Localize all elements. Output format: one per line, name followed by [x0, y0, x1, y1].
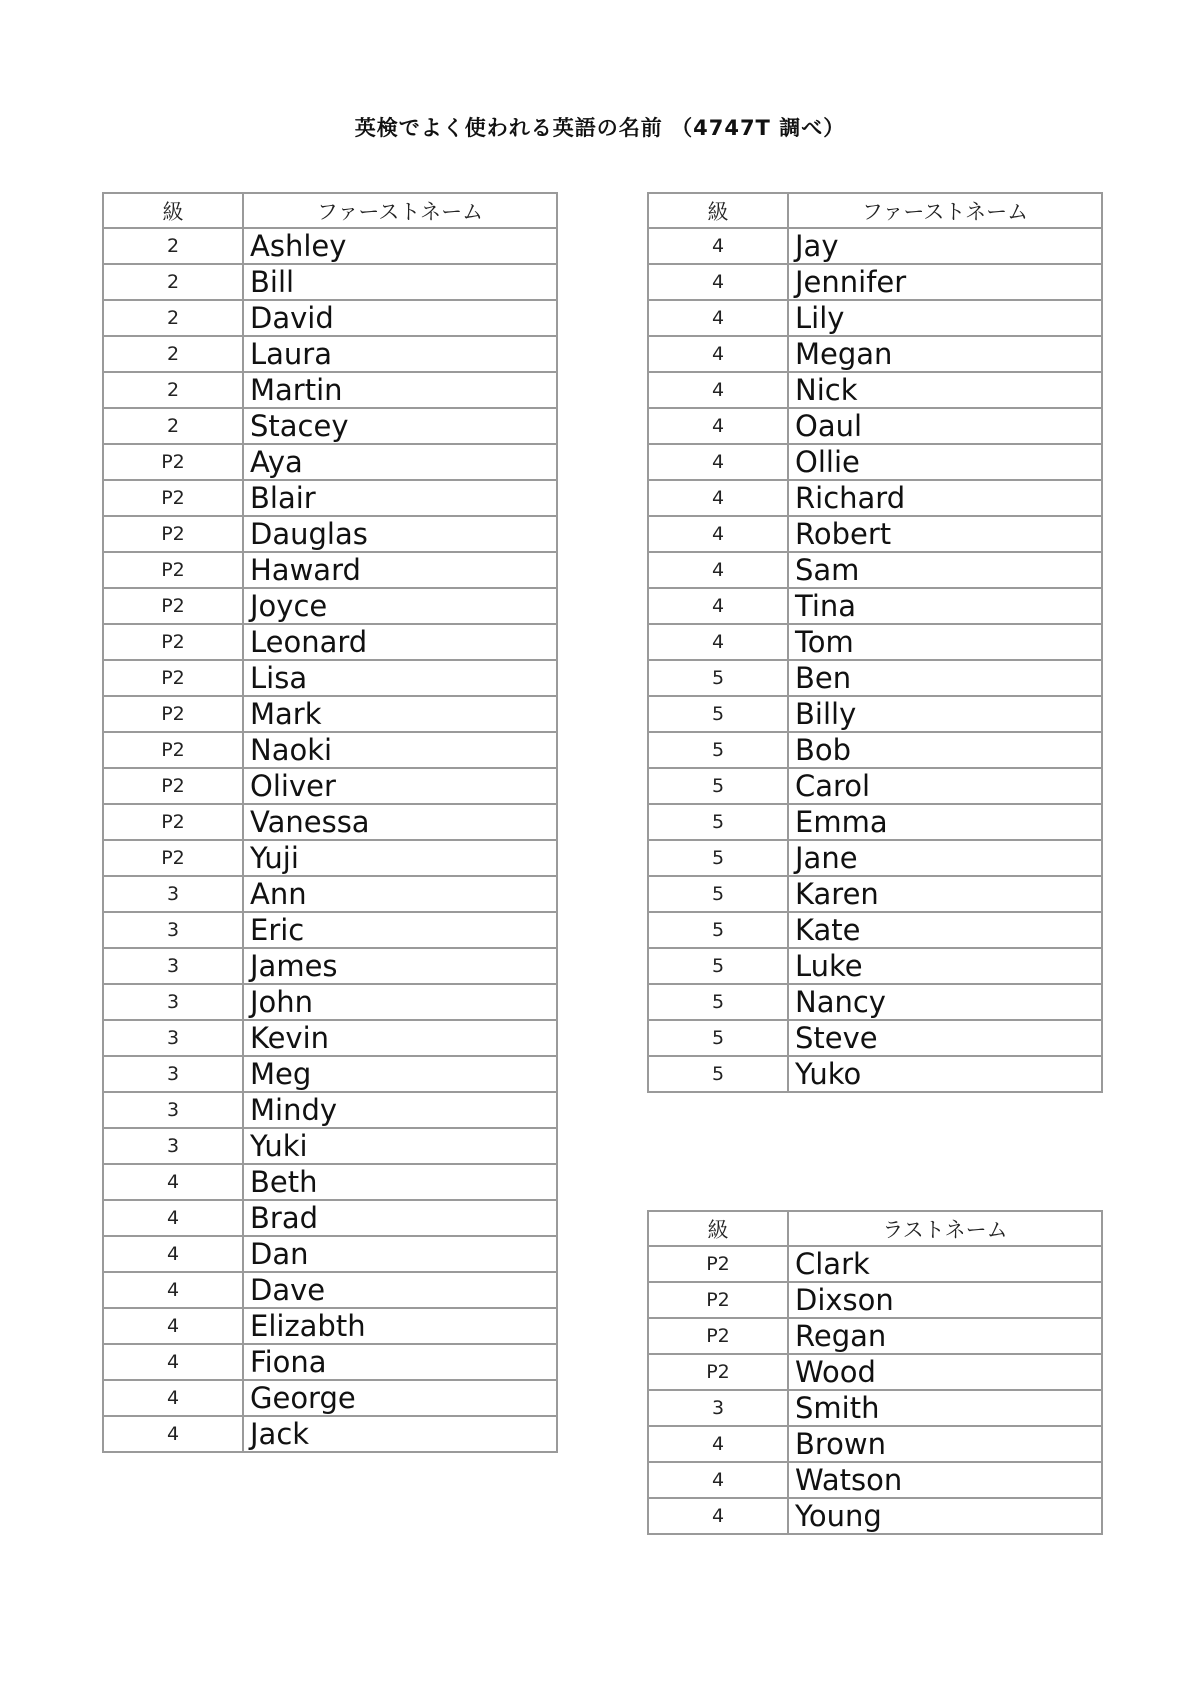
- table-row: [103, 624, 557, 660]
- name-cell: Karen: [788, 876, 1102, 912]
- grade-cell: 4: [648, 552, 788, 588]
- table-row: [648, 768, 1102, 804]
- table-row: [103, 300, 557, 336]
- grade-cell: 4: [648, 264, 788, 300]
- grade-cell: 4: [648, 624, 788, 660]
- grade-cell: 3: [103, 948, 243, 984]
- table-row: [103, 336, 557, 372]
- name-cell: Brown: [788, 1426, 1102, 1462]
- first-name-header: ファーストネーム: [788, 193, 1102, 228]
- grade-cell: 5: [648, 660, 788, 696]
- name-cell: Elizabth: [243, 1308, 557, 1344]
- table-row: [103, 1056, 557, 1092]
- grade-cell: 3: [103, 1020, 243, 1056]
- name-cell: Lisa: [243, 660, 557, 696]
- table-header-row: [103, 193, 557, 228]
- grade-cell: 4: [648, 228, 788, 264]
- table-row: [648, 840, 1102, 876]
- grade-cell: 4: [648, 444, 788, 480]
- name-cell: Aya: [243, 444, 557, 480]
- grade-cell: 4: [648, 408, 788, 444]
- name-cell: Wood: [788, 1354, 1102, 1390]
- table-row: [648, 408, 1102, 444]
- table-row: [648, 552, 1102, 588]
- name-cell: Ollie: [788, 444, 1102, 480]
- grade-cell: 5: [648, 912, 788, 948]
- grade-cell: 5: [648, 840, 788, 876]
- name-cell: Ann: [243, 876, 557, 912]
- grade-cell: 4: [648, 300, 788, 336]
- table-row: [648, 948, 1102, 984]
- name-cell: Kevin: [243, 1020, 557, 1056]
- table-row: [103, 696, 557, 732]
- grade-cell: 5: [648, 948, 788, 984]
- grade-cell: 5: [648, 768, 788, 804]
- first-name-table-right: [647, 192, 1103, 1093]
- grade-cell: 2: [103, 228, 243, 264]
- grade-cell: 4: [648, 480, 788, 516]
- grade-cell: 5: [648, 696, 788, 732]
- name-cell: Dan: [243, 1236, 557, 1272]
- grade-cell: 4: [103, 1416, 243, 1452]
- grade-cell: P2: [103, 840, 243, 876]
- name-cell: Leonard: [243, 624, 557, 660]
- table-row: [648, 336, 1102, 372]
- grade-cell: 2: [103, 408, 243, 444]
- name-cell: Dave: [243, 1272, 557, 1308]
- name-cell: Brad: [243, 1200, 557, 1236]
- table-row: [648, 1462, 1102, 1498]
- first-name-header: ファーストネーム: [243, 193, 557, 228]
- name-cell: Yuko: [788, 1056, 1102, 1092]
- name-cell: Martin: [243, 372, 557, 408]
- name-cell: Jack: [243, 1416, 557, 1452]
- grade-cell: 4: [648, 372, 788, 408]
- grade-cell: P2: [103, 696, 243, 732]
- table-row: [103, 1164, 557, 1200]
- grade-cell: P2: [103, 480, 243, 516]
- name-cell: Jane: [788, 840, 1102, 876]
- table-row: [648, 1390, 1102, 1426]
- name-cell: Tom: [788, 624, 1102, 660]
- table-row: [648, 1318, 1102, 1354]
- table-header-row: [648, 193, 1102, 228]
- last-name-table: [647, 1210, 1103, 1535]
- table-row: [103, 516, 557, 552]
- grade-cell: 2: [103, 336, 243, 372]
- grade-cell: P2: [648, 1282, 788, 1318]
- table-row: [648, 588, 1102, 624]
- grade-cell: 3: [103, 1092, 243, 1128]
- name-cell: Dauglas: [243, 516, 557, 552]
- table-row: [648, 984, 1102, 1020]
- table-row: [103, 1236, 557, 1272]
- table-row: [648, 1498, 1102, 1534]
- table-row: [648, 1020, 1102, 1056]
- name-cell: Ashley: [243, 228, 557, 264]
- grade-header: 級: [648, 1211, 788, 1246]
- table-row: [648, 912, 1102, 948]
- table-row: [103, 912, 557, 948]
- grade-cell: 3: [103, 1128, 243, 1164]
- grade-cell: 5: [648, 804, 788, 840]
- table-row: [103, 1128, 557, 1164]
- name-cell: Emma: [788, 804, 1102, 840]
- name-cell: Blair: [243, 480, 557, 516]
- table-row: [103, 660, 557, 696]
- table-row: [103, 1344, 557, 1380]
- table-row: [648, 660, 1102, 696]
- name-cell: Steve: [788, 1020, 1102, 1056]
- name-cell: Yuji: [243, 840, 557, 876]
- grade-cell: 5: [648, 732, 788, 768]
- table-row: [648, 1282, 1102, 1318]
- name-cell: Yuki: [243, 1128, 557, 1164]
- grade-cell: 4: [103, 1200, 243, 1236]
- grade-cell: 4: [648, 1462, 788, 1498]
- grade-header: 級: [648, 193, 788, 228]
- grade-cell: P2: [103, 804, 243, 840]
- name-cell: Oaul: [788, 408, 1102, 444]
- grade-header: 級: [103, 193, 243, 228]
- table-row: [648, 1056, 1102, 1092]
- grade-cell: 4: [103, 1164, 243, 1200]
- name-cell: Sam: [788, 552, 1102, 588]
- grade-cell: 2: [103, 264, 243, 300]
- name-cell: Stacey: [243, 408, 557, 444]
- first-name-table-left: [102, 192, 558, 1453]
- grade-cell: 4: [103, 1308, 243, 1344]
- name-cell: Haward: [243, 552, 557, 588]
- grade-cell: 4: [648, 1426, 788, 1462]
- table-row: [103, 480, 557, 516]
- table-row: [648, 264, 1102, 300]
- name-cell: Oliver: [243, 768, 557, 804]
- table-row: [648, 876, 1102, 912]
- name-cell: Dixson: [788, 1282, 1102, 1318]
- table-row: [103, 1272, 557, 1308]
- grade-cell: 4: [648, 588, 788, 624]
- name-cell: Nick: [788, 372, 1102, 408]
- name-cell: David: [243, 300, 557, 336]
- name-cell: Mark: [243, 696, 557, 732]
- name-cell: Bob: [788, 732, 1102, 768]
- grade-cell: 3: [103, 984, 243, 1020]
- name-cell: Smith: [788, 1390, 1102, 1426]
- grade-cell: P2: [103, 624, 243, 660]
- table-row: [103, 876, 557, 912]
- name-cell: Bill: [243, 264, 557, 300]
- name-cell: Vanessa: [243, 804, 557, 840]
- table-row: [103, 840, 557, 876]
- grade-cell: P2: [103, 588, 243, 624]
- table-row: [103, 444, 557, 480]
- name-cell: Nancy: [788, 984, 1102, 1020]
- grade-cell: 4: [103, 1380, 243, 1416]
- grade-cell: P2: [648, 1246, 788, 1282]
- name-cell: Young: [788, 1498, 1102, 1534]
- name-cell: Robert: [788, 516, 1102, 552]
- name-cell: Lily: [788, 300, 1102, 336]
- grade-cell: 5: [648, 1020, 788, 1056]
- grade-cell: P2: [103, 552, 243, 588]
- grade-cell: 4: [648, 516, 788, 552]
- grade-cell: 5: [648, 876, 788, 912]
- table-row: [648, 444, 1102, 480]
- name-cell: Beth: [243, 1164, 557, 1200]
- table-row: [103, 1308, 557, 1344]
- table-row: [103, 948, 557, 984]
- name-cell: Kate: [788, 912, 1102, 948]
- grade-cell: 3: [103, 876, 243, 912]
- name-cell: George: [243, 1380, 557, 1416]
- table-row: [103, 1020, 557, 1056]
- grade-cell: P2: [103, 768, 243, 804]
- grade-cell: 4: [103, 1272, 243, 1308]
- table-row: [648, 372, 1102, 408]
- grade-cell: P2: [103, 444, 243, 480]
- grade-cell: 2: [103, 300, 243, 336]
- table-row: [103, 768, 557, 804]
- grade-cell: P2: [103, 660, 243, 696]
- grade-cell: 5: [648, 1056, 788, 1092]
- name-cell: Ben: [788, 660, 1102, 696]
- grade-cell: 4: [648, 336, 788, 372]
- name-cell: John: [243, 984, 557, 1020]
- table-row: [648, 300, 1102, 336]
- name-cell: Mindy: [243, 1092, 557, 1128]
- grade-cell: 4: [648, 1498, 788, 1534]
- table-row: [648, 228, 1102, 264]
- grade-cell: P2: [103, 516, 243, 552]
- name-cell: Billy: [788, 696, 1102, 732]
- name-cell: James: [243, 948, 557, 984]
- table-row: [103, 408, 557, 444]
- name-cell: Luke: [788, 948, 1102, 984]
- last-name-header: ラストネーム: [788, 1211, 1102, 1246]
- table-row: [103, 984, 557, 1020]
- table-row: [103, 1092, 557, 1128]
- name-cell: Jay: [788, 228, 1102, 264]
- grade-cell: 3: [103, 1056, 243, 1092]
- grade-cell: 4: [103, 1236, 243, 1272]
- name-cell: Eric: [243, 912, 557, 948]
- table-row: [648, 480, 1102, 516]
- table-row: [103, 264, 557, 300]
- table-row: [648, 1246, 1102, 1282]
- name-cell: Megan: [788, 336, 1102, 372]
- name-cell: Meg: [243, 1056, 557, 1092]
- table-row: [103, 552, 557, 588]
- grade-cell: 5: [648, 984, 788, 1020]
- name-cell: Jennifer: [788, 264, 1102, 300]
- name-cell: Carol: [788, 768, 1102, 804]
- table-row: [648, 732, 1102, 768]
- table-row: [103, 804, 557, 840]
- grade-cell: 3: [648, 1390, 788, 1426]
- table-header-row: [648, 1211, 1102, 1246]
- table-row: [648, 1354, 1102, 1390]
- grade-cell: 4: [103, 1344, 243, 1380]
- table-row: [103, 1200, 557, 1236]
- table-row: [103, 1416, 557, 1452]
- grade-cell: P2: [648, 1354, 788, 1390]
- table-row: [103, 588, 557, 624]
- table-row: [648, 696, 1102, 732]
- name-cell: Laura: [243, 336, 557, 372]
- grade-cell: 2: [103, 372, 243, 408]
- grade-cell: P2: [103, 732, 243, 768]
- table-row: [648, 624, 1102, 660]
- name-cell: Fiona: [243, 1344, 557, 1380]
- name-cell: Regan: [788, 1318, 1102, 1354]
- table-row: [103, 228, 557, 264]
- name-cell: Richard: [788, 480, 1102, 516]
- table-row: [648, 1426, 1102, 1462]
- name-cell: Watson: [788, 1462, 1102, 1498]
- page-title: 英検でよく使われる英語の名前 （4747T 調べ）: [354, 116, 846, 140]
- table-row: [103, 1380, 557, 1416]
- name-cell: Clark: [788, 1246, 1102, 1282]
- grade-cell: P2: [648, 1318, 788, 1354]
- name-cell: Joyce: [243, 588, 557, 624]
- table-row: [103, 372, 557, 408]
- name-cell: Tina: [788, 588, 1102, 624]
- table-row: [648, 804, 1102, 840]
- grade-cell: 3: [103, 912, 243, 948]
- table-row: [103, 732, 557, 768]
- table-row: [648, 516, 1102, 552]
- name-cell: Naoki: [243, 732, 557, 768]
